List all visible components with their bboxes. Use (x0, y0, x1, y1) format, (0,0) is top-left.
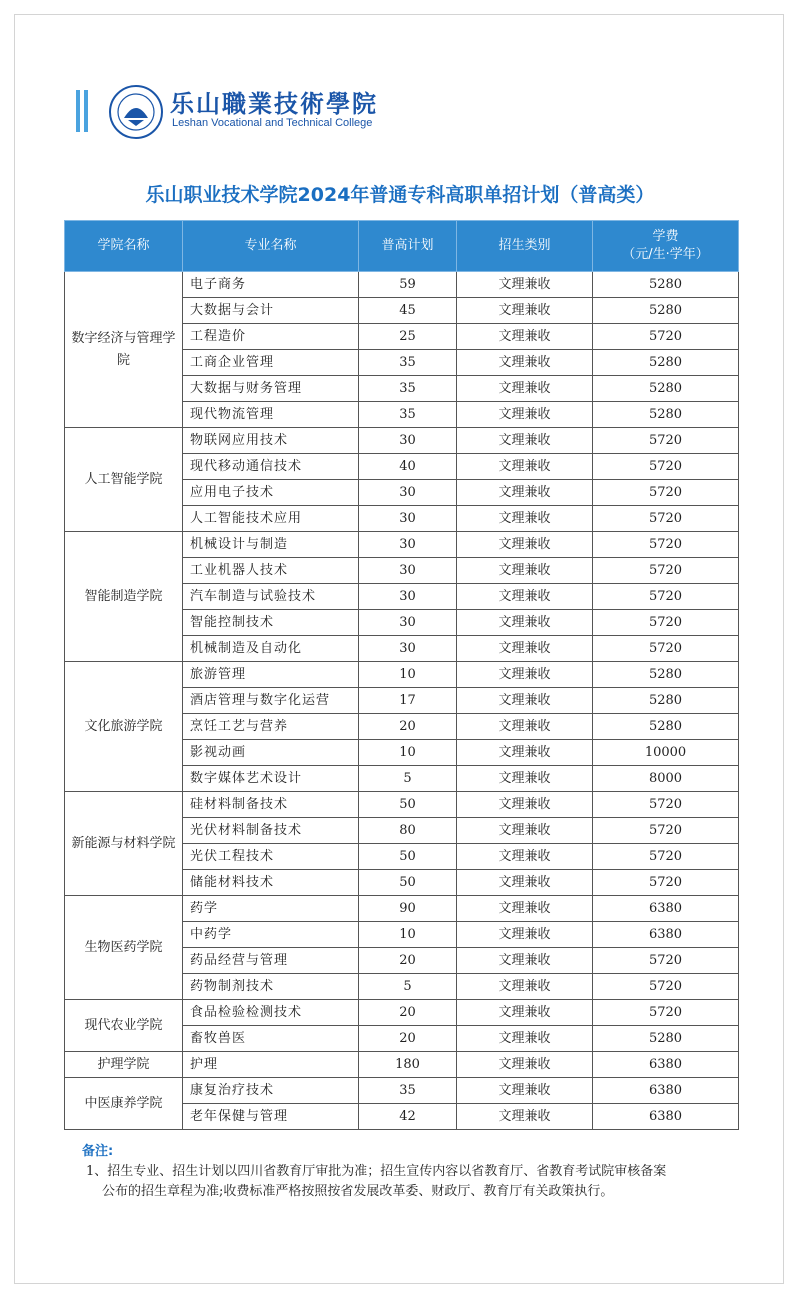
major-cell: 药学 (183, 896, 359, 922)
fee-cell: 5280 (593, 402, 739, 428)
table-row (65, 1078, 739, 1104)
major-cell: 老年保健与管理 (183, 1104, 359, 1130)
fee-cell: 6380 (593, 1078, 739, 1104)
category-cell: 文理兼收 (457, 532, 593, 558)
header-fee-line1: 学费 (652, 229, 679, 244)
major-cell: 药品经营与管理 (183, 948, 359, 974)
category-cell: 文理兼收 (457, 298, 593, 324)
plan-cell: 20 (359, 1026, 457, 1052)
plan-cell: 30 (359, 532, 457, 558)
fee-cell: 5280 (593, 376, 739, 402)
major-cell: 应用电子技术 (183, 480, 359, 506)
major-cell: 畜牧兽医 (183, 1026, 359, 1052)
fee-cell: 5720 (593, 870, 739, 896)
major-cell: 物联网应用技术 (183, 428, 359, 454)
category-cell: 文理兼收 (457, 1078, 593, 1104)
header-fee (593, 221, 739, 272)
fee-cell: 5720 (593, 844, 739, 870)
category-cell: 文理兼收 (457, 662, 593, 688)
category-cell: 文理兼收 (457, 792, 593, 818)
plan-cell: 40 (359, 454, 457, 480)
header-major: 专业名称 (183, 221, 359, 272)
major-cell: 现代物流管理 (183, 402, 359, 428)
plan-cell: 10 (359, 922, 457, 948)
plan-cell: 25 (359, 324, 457, 350)
category-cell: 文理兼收 (457, 844, 593, 870)
major-cell: 工商企业管理 (183, 350, 359, 376)
category-cell: 文理兼收 (457, 610, 593, 636)
fee-cell: 10000 (593, 740, 739, 766)
table-row (65, 428, 739, 454)
header-fee-line2: （元/生·学年） (622, 247, 709, 262)
notes (82, 1142, 742, 1202)
plan-cell: 5 (359, 974, 457, 1000)
fee-cell: 5280 (593, 350, 739, 376)
fee-cell: 5720 (593, 584, 739, 610)
table-row (65, 272, 739, 298)
plan-cell: 90 (359, 896, 457, 922)
category-cell: 文理兼收 (457, 350, 593, 376)
fee-cell: 5280 (593, 1026, 739, 1052)
category-cell: 文理兼收 (457, 428, 593, 454)
table-row (65, 1052, 739, 1078)
college-cell: 智能制造学院 (65, 532, 183, 662)
major-cell: 人工智能技术应用 (183, 506, 359, 532)
major-cell: 机械制造及自动化 (183, 636, 359, 662)
category-cell: 文理兼收 (457, 974, 593, 1000)
college-cell: 现代农业学院 (65, 1000, 183, 1052)
notes-body (82, 1162, 742, 1202)
major-cell: 大数据与会计 (183, 298, 359, 324)
plan-cell: 30 (359, 610, 457, 636)
plan-cell: 42 (359, 1104, 457, 1130)
plan-cell: 20 (359, 948, 457, 974)
college-cell: 文化旅游学院 (65, 662, 183, 792)
major-cell: 烹饪工艺与营养 (183, 714, 359, 740)
fee-cell: 6380 (593, 1052, 739, 1078)
major-cell: 食品检验检测技术 (183, 1000, 359, 1026)
category-cell: 文理兼收 (457, 506, 593, 532)
category-cell: 文理兼收 (457, 714, 593, 740)
enrollment-plan-table (64, 220, 739, 1130)
notes-line2: 公布的招生章程为准;收费标准严格按照按省发展改革委、财政厅、教育厅有关政策执行。 (102, 1184, 614, 1199)
plan-cell: 45 (359, 298, 457, 324)
fee-cell: 5720 (593, 558, 739, 584)
major-cell: 储能材料技术 (183, 870, 359, 896)
category-cell: 文理兼收 (457, 870, 593, 896)
category-cell: 文理兼收 (457, 896, 593, 922)
notes-line1: 1、招生专业、招生计划以四川省教育厅审批为准；招生宣传内容以省教育厅、省教育考试院审核备案 (86, 1164, 667, 1179)
major-cell: 旅游管理 (183, 662, 359, 688)
plan-cell: 35 (359, 402, 457, 428)
major-cell: 药物制剂技术 (183, 974, 359, 1000)
plan-cell: 30 (359, 584, 457, 610)
plan-cell: 35 (359, 1078, 457, 1104)
major-cell: 光伏材料制备技术 (183, 818, 359, 844)
plan-cell: 59 (359, 272, 457, 298)
category-cell: 文理兼收 (457, 272, 593, 298)
fee-cell: 5720 (593, 636, 739, 662)
fee-cell: 5720 (593, 792, 739, 818)
fee-cell: 5280 (593, 272, 739, 298)
plan-cell: 50 (359, 792, 457, 818)
fee-cell: 6380 (593, 922, 739, 948)
table-header-row (65, 221, 739, 272)
header-plan: 普高计划 (359, 221, 457, 272)
category-cell: 文理兼收 (457, 558, 593, 584)
category-cell: 文理兼收 (457, 584, 593, 610)
major-cell: 数字媒体艺术设计 (183, 766, 359, 792)
plan-cell: 50 (359, 844, 457, 870)
major-cell: 酒店管理与数字化运营 (183, 688, 359, 714)
header-category: 招生类别 (457, 221, 593, 272)
fee-cell: 5720 (593, 1000, 739, 1026)
notes-title: 备注: (82, 1144, 114, 1159)
table-row (65, 792, 739, 818)
major-cell: 电子商务 (183, 272, 359, 298)
fee-cell: 5720 (593, 610, 739, 636)
category-cell: 文理兼收 (457, 1000, 593, 1026)
major-cell: 大数据与财务管理 (183, 376, 359, 402)
fee-cell: 5280 (593, 714, 739, 740)
plan-cell: 30 (359, 480, 457, 506)
table-row (65, 896, 739, 922)
major-cell: 中药学 (183, 922, 359, 948)
major-cell: 光伏工程技术 (183, 844, 359, 870)
plan-cell: 80 (359, 818, 457, 844)
plan-cell: 30 (359, 636, 457, 662)
fee-cell: 5720 (593, 428, 739, 454)
header-accent-bar (76, 90, 80, 132)
category-cell: 文理兼收 (457, 1052, 593, 1078)
plan-cell: 35 (359, 376, 457, 402)
major-cell: 智能控制技术 (183, 610, 359, 636)
plan-cell: 30 (359, 506, 457, 532)
major-cell: 护理 (183, 1052, 359, 1078)
college-cell: 护理学院 (65, 1052, 183, 1078)
major-cell: 影视动画 (183, 740, 359, 766)
plan-cell: 20 (359, 1000, 457, 1026)
plan-cell: 30 (359, 428, 457, 454)
plan-cell: 20 (359, 714, 457, 740)
fee-cell: 6380 (593, 896, 739, 922)
fee-cell: 5720 (593, 974, 739, 1000)
college-cell: 数字经济与管理学院 (65, 272, 183, 428)
fee-cell: 5720 (593, 948, 739, 974)
fee-cell: 6380 (593, 1104, 739, 1130)
major-cell: 汽车制造与试验技术 (183, 584, 359, 610)
plan-cell: 30 (359, 558, 457, 584)
category-cell: 文理兼收 (457, 1026, 593, 1052)
major-cell: 硅材料制备技术 (183, 792, 359, 818)
category-cell: 文理兼收 (457, 480, 593, 506)
category-cell: 文理兼收 (457, 324, 593, 350)
header-accent-bar (84, 90, 88, 132)
college-name-cn: 乐山職業技術學院 (170, 89, 378, 118)
plan-cell: 5 (359, 766, 457, 792)
plan-cell: 35 (359, 350, 457, 376)
fee-cell: 5720 (593, 454, 739, 480)
category-cell: 文理兼收 (457, 818, 593, 844)
major-cell: 工程造价 (183, 324, 359, 350)
fee-cell: 5280 (593, 688, 739, 714)
category-cell: 文理兼收 (457, 948, 593, 974)
table-body (65, 272, 739, 1130)
plan-cell: 10 (359, 740, 457, 766)
fee-cell: 5280 (593, 298, 739, 324)
header-college: 学院名称 (65, 221, 183, 272)
category-cell: 文理兼收 (457, 922, 593, 948)
table-row (65, 1000, 739, 1026)
category-cell: 文理兼收 (457, 766, 593, 792)
category-cell: 文理兼收 (457, 636, 593, 662)
category-cell: 文理兼收 (457, 454, 593, 480)
major-cell: 康复治疗技术 (183, 1078, 359, 1104)
fee-cell: 5720 (593, 506, 739, 532)
fee-cell: 5720 (593, 324, 739, 350)
major-cell: 现代移动通信技术 (183, 454, 359, 480)
category-cell: 文理兼收 (457, 740, 593, 766)
fee-cell: 5720 (593, 532, 739, 558)
category-cell: 文理兼收 (457, 688, 593, 714)
college-emblem-icon (108, 84, 164, 140)
category-cell: 文理兼收 (457, 1104, 593, 1130)
major-cell: 机械设计与制造 (183, 532, 359, 558)
category-cell: 文理兼收 (457, 402, 593, 428)
major-cell: 工业机器人技术 (183, 558, 359, 584)
college-cell: 人工智能学院 (65, 428, 183, 532)
plan-cell: 180 (359, 1052, 457, 1078)
college-name-en: Leshan Vocational and Technical College (172, 117, 373, 129)
fee-cell: 5720 (593, 818, 739, 844)
table-row (65, 532, 739, 558)
plan-cell: 10 (359, 662, 457, 688)
category-cell: 文理兼收 (457, 376, 593, 402)
college-cell: 中医康养学院 (65, 1078, 183, 1130)
fee-cell: 8000 (593, 766, 739, 792)
fee-cell: 5720 (593, 480, 739, 506)
fee-cell: 5280 (593, 662, 739, 688)
table-row (65, 662, 739, 688)
plan-cell: 50 (359, 870, 457, 896)
plan-cell: 17 (359, 688, 457, 714)
college-cell: 生物医药学院 (65, 896, 183, 1000)
page-title: 乐山职业技术学院2024年普通专科高职单招计划（普高类） (145, 184, 655, 206)
college-cell: 新能源与材料学院 (65, 792, 183, 896)
